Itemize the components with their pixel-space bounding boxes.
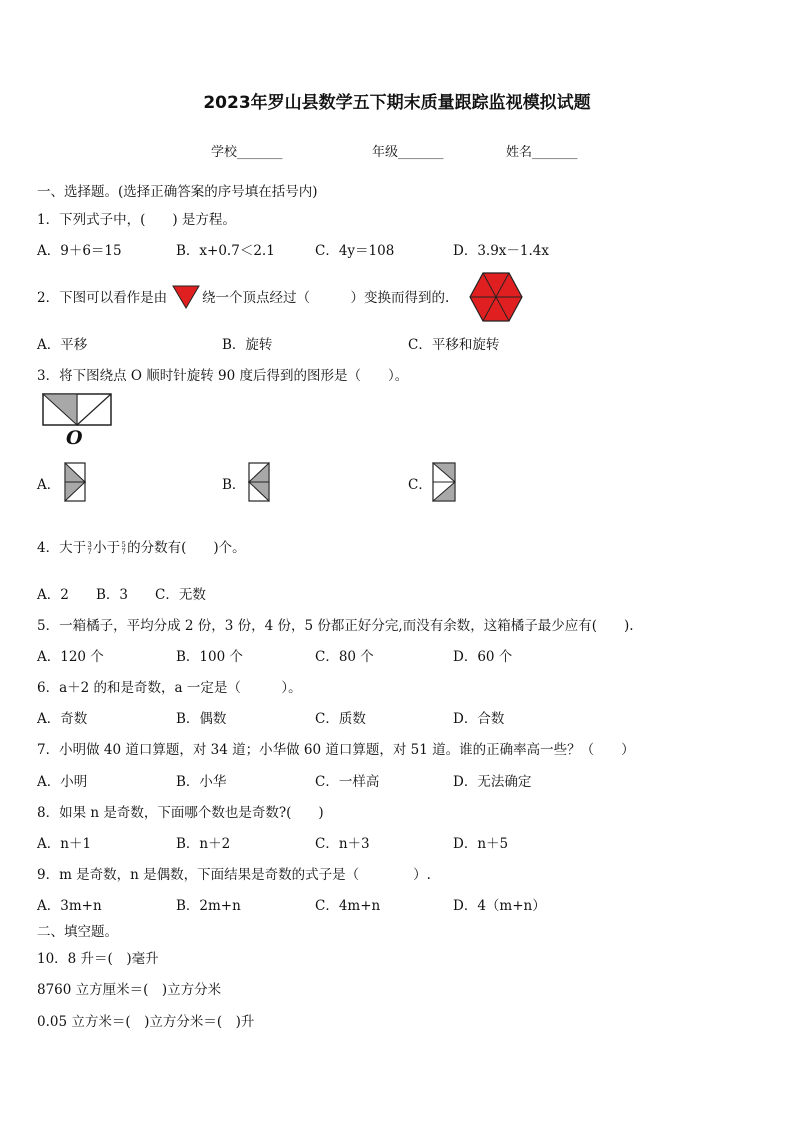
q2-option-a: A．平移 (37, 337, 88, 353)
q4-pre: 4．大于 (37, 540, 87, 556)
q2-stem-part2: 绕一个顶点经过（ ）变换而得到的. (202, 290, 450, 306)
q4-stem (37, 536, 246, 556)
fraction-2-numerator: 5 (121, 540, 126, 549)
q4-option-a: A．2 (37, 587, 69, 603)
rotation-original-figure (42, 393, 112, 427)
q2-stem-part1: 2．下图可以看作是由 (37, 290, 168, 306)
q1-option-a: A．9＋6＝15 (37, 243, 122, 259)
grade-field: 年级_______ (372, 145, 444, 160)
q4-option-c: C．无数 (155, 587, 206, 603)
q1-option-d: D．3.9x－1.4x (453, 243, 549, 259)
q4-mid: 小于 (93, 540, 121, 556)
q8-option-a: A．n＋1 (37, 836, 92, 852)
fraction-1-denominator: 7 (87, 547, 92, 556)
q3-option-c-figure (432, 462, 456, 502)
q7-option-c: C．一样高 (315, 774, 380, 790)
q3-option-a-figure (64, 462, 86, 502)
q6-option-a: A．奇数 (37, 711, 88, 727)
q10-line-3: 0.05 立方米＝( )立方分米＝( )升 (37, 1014, 255, 1030)
q4-post: 的分数有( )个。 (127, 540, 246, 556)
q5-option-a: A．120 个 (37, 649, 104, 665)
q5-option-c: C．80 个 (315, 649, 374, 665)
red-triangle-figure (172, 285, 200, 309)
q9-option-c: C．4m+n (315, 898, 381, 914)
q3-option-b-figure (248, 462, 270, 502)
school-field: 学校_______ (211, 145, 283, 160)
q5-stem: 5．一箱橘子，平均分成 2 份，3 份，4 份，5 份都正好分完,而没有余数，这箱橘子最少应有( ). (37, 618, 634, 634)
q5-option-b: B．100 个 (176, 649, 243, 665)
q3-stem: 3．将下图绕点 O 顺时针旋转 90 度后得到的图形是（ ）。 (37, 368, 409, 384)
q7-stem: 7．小明做 40 道口算题，对 34 道；小华做 60 道口算题，对 51 道。谁的正确率高一些？（ ） (37, 742, 635, 758)
q5-option-d: D．60 个 (453, 649, 513, 665)
q6-option-b: B．偶数 (176, 711, 227, 727)
q3-option-c: C． (408, 477, 432, 493)
q10-line-2: 8760 立方厘米＝( )立方分米 (37, 982, 222, 998)
q7-option-a: A．小明 (37, 774, 88, 790)
fraction-1-numerator: 3 (87, 540, 92, 549)
q3-option-a: A． (37, 477, 61, 493)
q6-option-c: C．质数 (315, 711, 366, 727)
section-2-heading: 二、填空题。 (37, 924, 118, 940)
q7-option-d: D．无法确定 (453, 774, 532, 790)
page-title: 2023年罗山县数学五下期末质量跟踪监视模拟试题 (203, 93, 591, 113)
q1-option-c: C．4y＝108 (315, 243, 395, 259)
red-hexagon-figure (469, 272, 523, 322)
section-1-heading: 一、选择题。(选择正确答案的序号填在括号内) (37, 184, 318, 200)
q6-option-d: D．合数 (453, 711, 505, 727)
name-field: 姓名_______ (506, 145, 578, 160)
q10-line-1: 10．8 升＝( )毫升 (37, 951, 159, 967)
q6-stem: 6．a＋2 的和是奇数，a 一定是（ ）。 (37, 680, 302, 696)
q8-option-b: B．n＋2 (176, 836, 231, 852)
q1-option-b: B．x+0.7＜2.1 (176, 243, 275, 259)
point-o-label: O (66, 427, 83, 449)
q9-option-d: D．4（m+n） (453, 898, 546, 914)
q2-option-c: C．平移和旋转 (408, 337, 500, 353)
q3-option-b: B． (222, 477, 246, 493)
q7-option-b: B．小华 (176, 774, 227, 790)
q9-option-a: A．3m+n (37, 898, 102, 914)
q8-option-c: C．n＋3 (315, 836, 370, 852)
q8-option-d: D．n＋5 (453, 836, 509, 852)
q9-stem: 9．m 是奇数，n 是偶数，下面结果是奇数的式子是（ ）. (37, 867, 431, 883)
fraction-2-denominator: 7 (121, 547, 126, 556)
q4-option-b: B．3 (96, 587, 129, 603)
q1-stem: 1．下列式子中，( ) 是方程。 (37, 212, 236, 228)
q2-option-b: B．旋转 (222, 337, 273, 353)
q8-stem: 8．如果 n 是奇数，下面哪个数也是奇数?( ) (37, 805, 324, 821)
q9-option-b: B．2m+n (176, 898, 241, 914)
